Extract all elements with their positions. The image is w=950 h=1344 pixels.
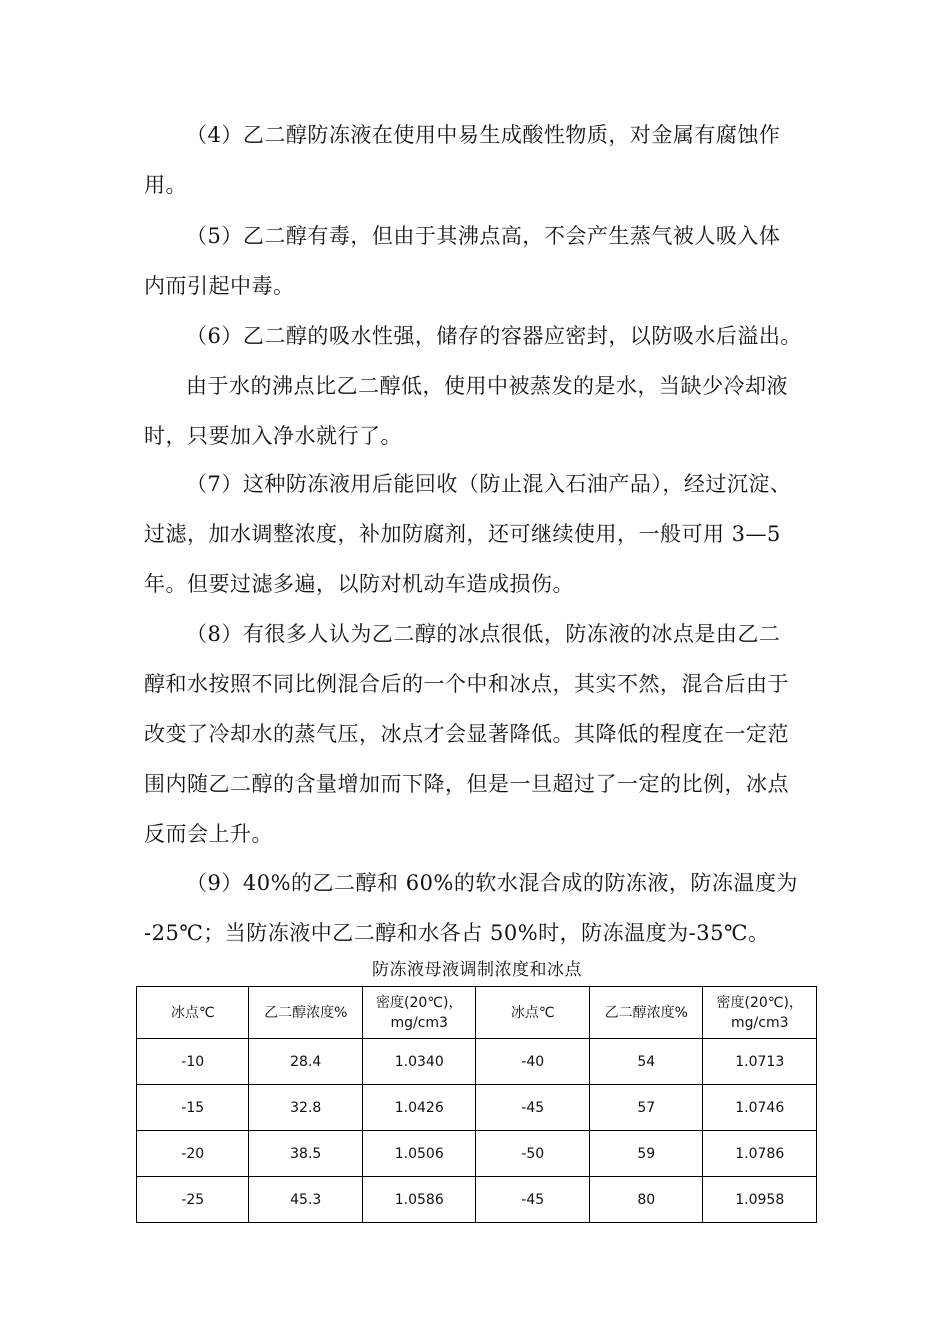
text-line: （4）乙二醇防冻液在使用中易生成酸性物质，对金属有腐蚀作 xyxy=(186,123,781,147)
table-cell: 1.0713 xyxy=(703,1039,817,1085)
text-line: （9）40%的乙二醇和 60%的软水混合成的防冻液，防冻温度为 xyxy=(186,871,798,895)
table-cell: 45.3 xyxy=(249,1177,363,1223)
table-cell: 1.0746 xyxy=(703,1085,817,1131)
paragraph-7 xyxy=(144,459,808,609)
table-cell: -50 xyxy=(476,1131,590,1177)
header-cell: 乙二醇浓度% xyxy=(589,987,703,1039)
header-cell: 密度(20℃)，mg/cm3 xyxy=(362,987,476,1039)
text-line: 改变了冷却水的蒸气压，冰点才会显著降低。其降低的程度在一定范 xyxy=(144,722,789,746)
table-cell: 1.0586 xyxy=(362,1177,476,1223)
table-cell: 57 xyxy=(589,1085,703,1131)
table-cell: -45 xyxy=(476,1177,590,1223)
table-header-row xyxy=(137,987,817,1039)
text-line: 时，只要加入净水就行了。 xyxy=(144,424,402,448)
text-line: 过滤，加水调整浓度，补加防腐剂，还可继续使用，一般可用 3—5 xyxy=(144,522,781,546)
table-cell: -45 xyxy=(476,1085,590,1131)
paragraph-6 xyxy=(144,311,808,361)
text-line: 用。 xyxy=(144,173,187,197)
header-cell: 冰点℃ xyxy=(137,987,249,1039)
table-cell: 1.0506 xyxy=(362,1131,476,1177)
table-cell: 28.4 xyxy=(249,1039,363,1085)
text-line: 内而引起中毒。 xyxy=(144,274,295,298)
table-cell: -10 xyxy=(137,1039,249,1085)
text-line: -25℃；当防冻液中乙二醇和水各占 50%时，防冻温度为-35℃。 xyxy=(144,921,770,945)
text-line: 围内随乙二醇的含量增加而下降，但是一旦超过了一定的比例，冰点 xyxy=(144,772,789,796)
table-cell: 1.0426 xyxy=(362,1085,476,1131)
paragraph-9 xyxy=(144,858,808,958)
table-cell: 80 xyxy=(589,1177,703,1223)
table-cell: 32.8 xyxy=(249,1085,363,1131)
text-line: 年。但要过滤多遍，以防对机动车造成损伤。 xyxy=(144,572,574,596)
table-cell: -15 xyxy=(137,1085,249,1131)
header-cell: 冰点℃ xyxy=(476,987,590,1039)
header-cell: 乙二醇浓度% xyxy=(249,987,363,1039)
table-cell: 38.5 xyxy=(249,1131,363,1177)
table-cell: 1.0786 xyxy=(703,1131,817,1177)
text-line: （7）这种防冻液用后能回收（防止混入石油产品），经过沉淀、 xyxy=(186,472,792,496)
table-cell: 59 xyxy=(589,1131,703,1177)
paragraph-5 xyxy=(144,211,808,311)
paragraph-8 xyxy=(144,609,808,859)
paragraph-4 xyxy=(144,110,808,210)
table-row xyxy=(137,1131,817,1177)
text-line: 醇和水按照不同比例混合后的一个中和冰点，其实不然，混合后由于 xyxy=(144,672,789,696)
table-row xyxy=(137,1085,817,1131)
table-cell: 1.0340 xyxy=(362,1039,476,1085)
table-cell: -40 xyxy=(476,1039,590,1085)
paragraph-water xyxy=(144,361,808,461)
header-cell: 密度(20℃)，mg/cm3 xyxy=(703,987,817,1039)
table-row xyxy=(137,1039,817,1085)
text-line: （6）乙二醇的吸水性强，储存的容器应密封，以防吸水后溢出。 xyxy=(186,324,802,348)
table-cell: -20 xyxy=(137,1131,249,1177)
table-row xyxy=(137,1177,817,1223)
table-cell: 54 xyxy=(589,1039,703,1085)
text-line: （8）有很多人认为乙二醇的冰点很低，防冻液的冰点是由乙二 xyxy=(186,622,781,646)
table-caption: 防冻液母液调制浓度和冰点 xyxy=(372,960,582,980)
freezing-point-table xyxy=(136,986,817,1223)
table-cell: -25 xyxy=(137,1177,249,1223)
table-cell: 1.0958 xyxy=(703,1177,817,1223)
text-line: （5）乙二醇有毒，但由于其沸点高，不会产生蒸气被人吸入体 xyxy=(186,224,781,248)
text-line: 由于水的沸点比乙二醇低，使用中被蒸发的是水，当缺少冷却液 xyxy=(186,374,788,398)
text-line: 反而会上升。 xyxy=(144,822,273,846)
